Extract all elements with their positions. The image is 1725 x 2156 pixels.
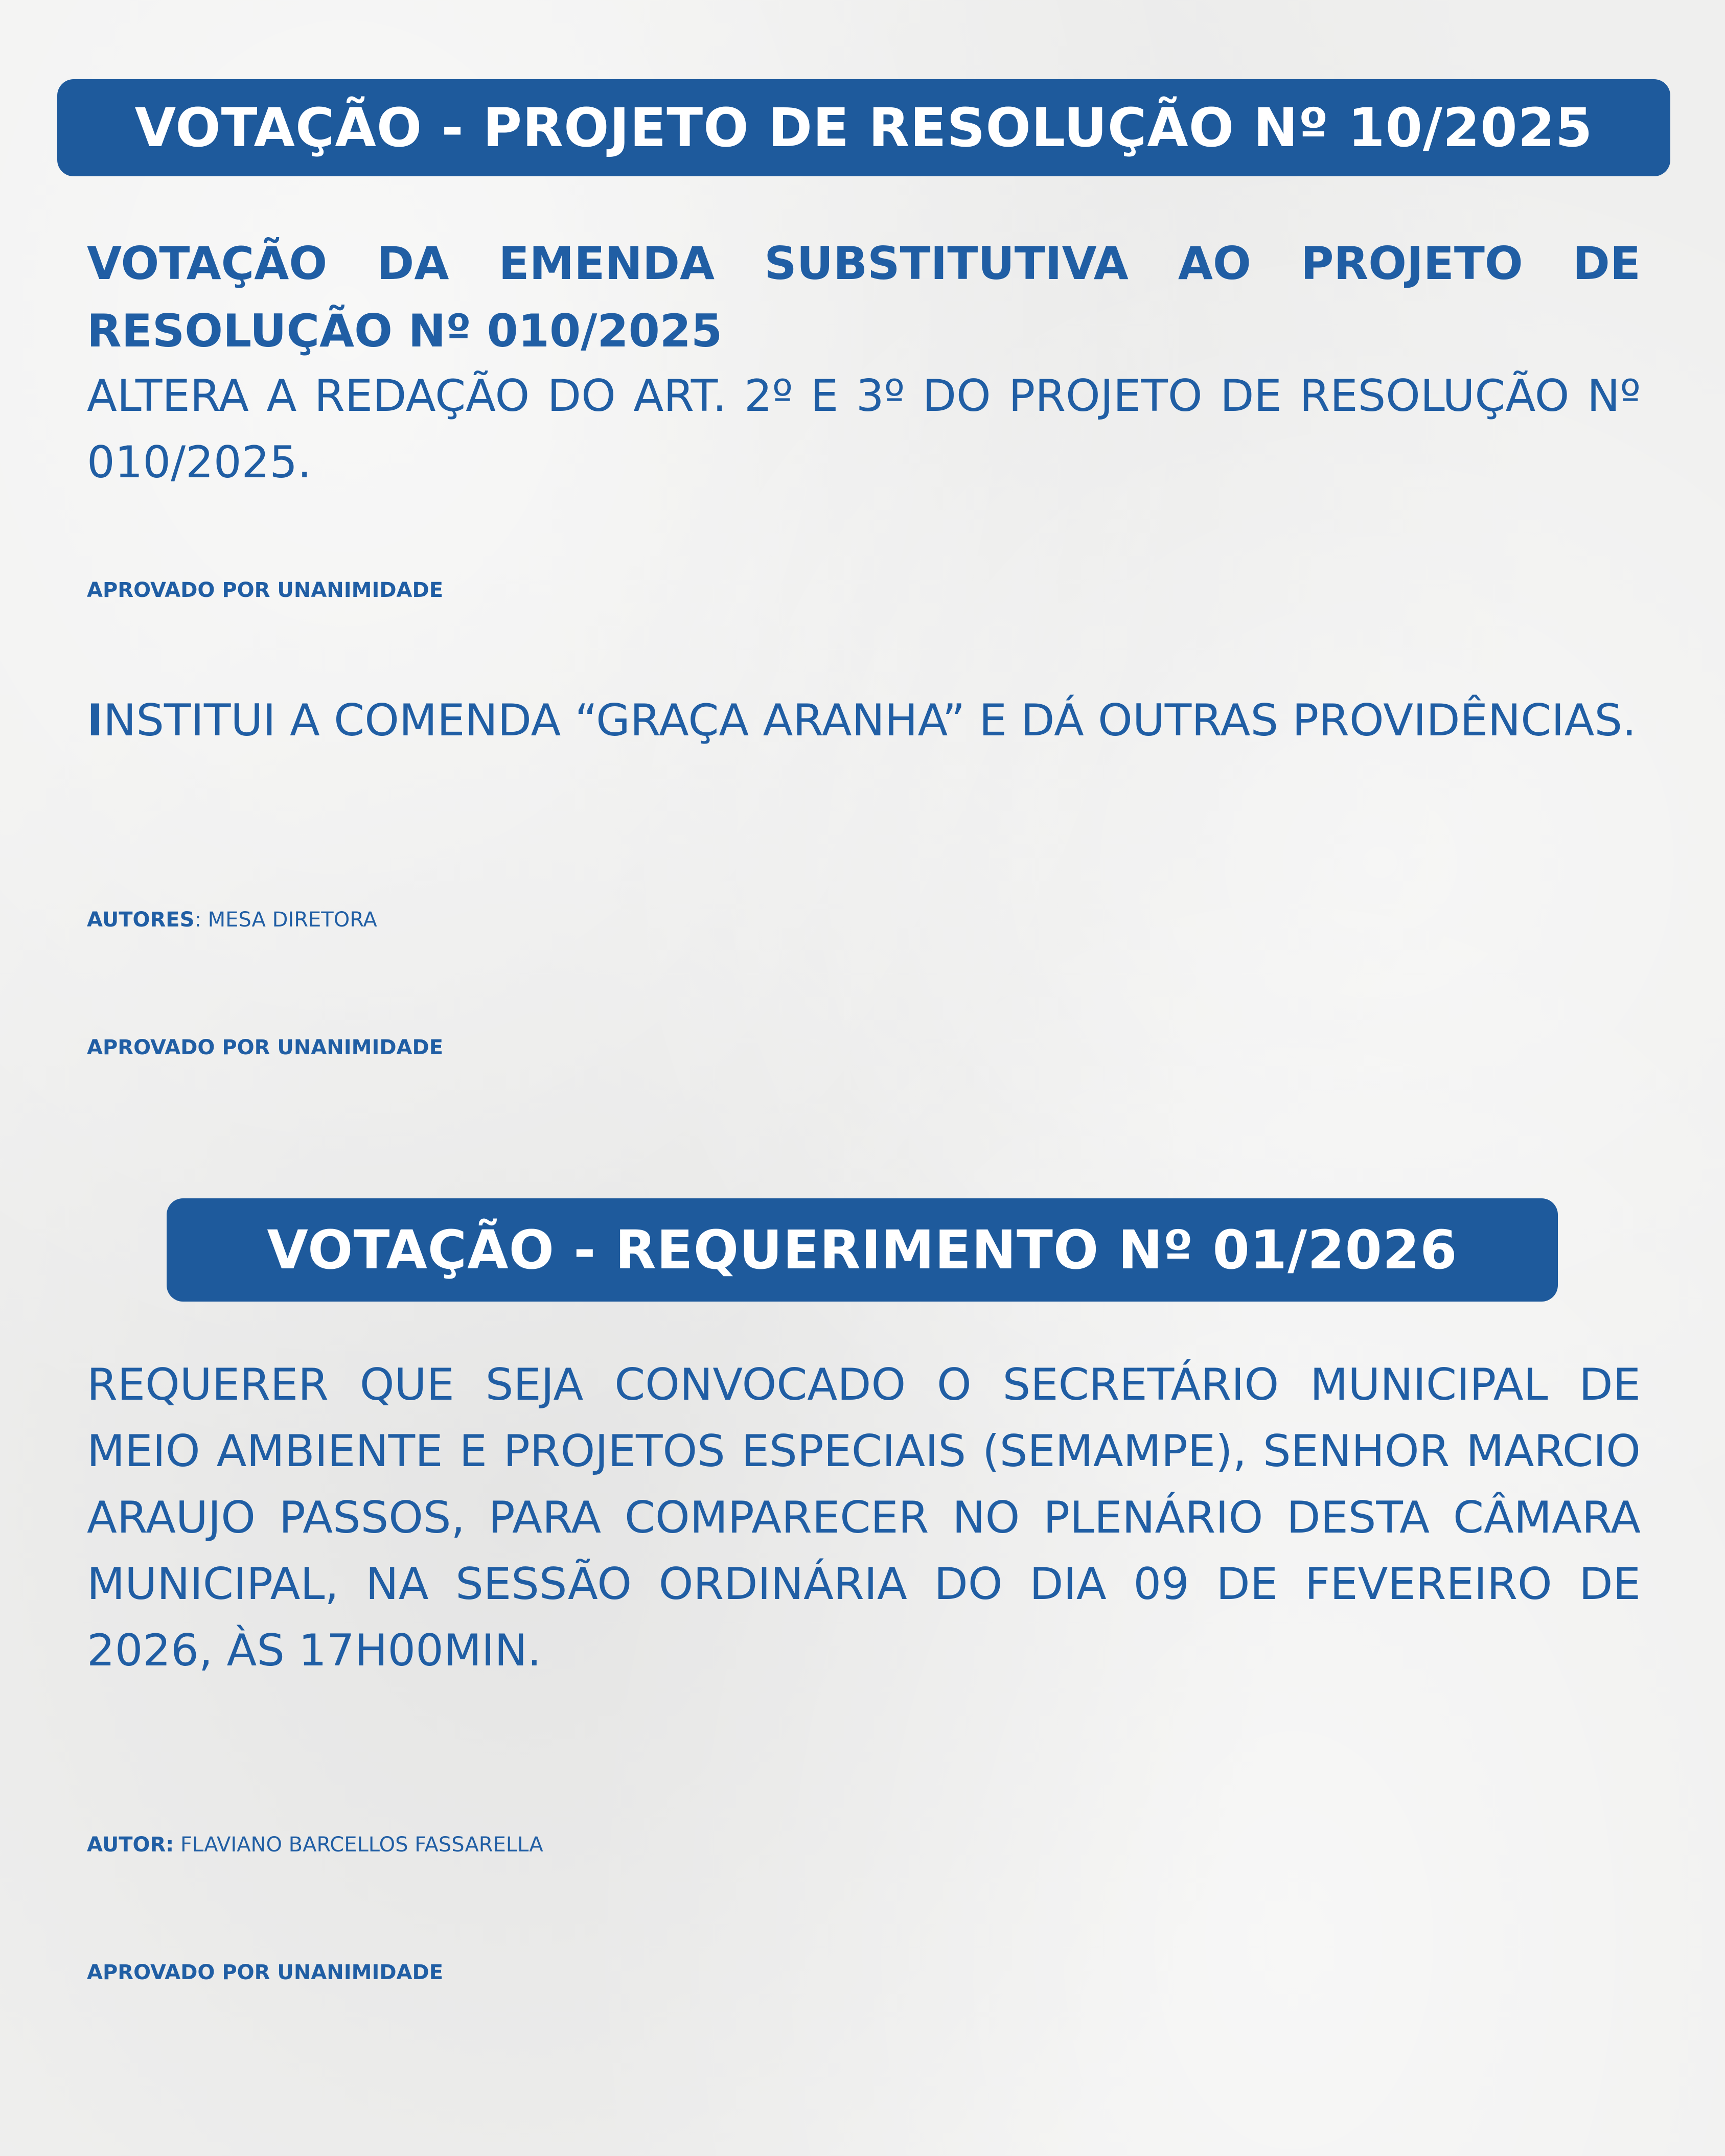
emenda-result: APROVADO POR UNANIMIDADE — [87, 578, 444, 602]
section-banner-resolucao — [57, 79, 1670, 176]
projeto-authors-label: AUTORES — [87, 908, 195, 932]
requerimento-result: APROVADO POR UNANIMIDADE — [87, 1961, 444, 1984]
requerimento-description: REQUERER QUE SEJA CONVOCADO O SECRETÁRIO MUNICIPAL DE MEIO AMBIENTE E PROJETOS ESPECIAIS (SEMAMPE), SENHOR MARCIO ARAUJO PASSOS, PARA COMPARECER NO PLENÁRIO DESTA CÂMARA MUNICIPAL, NA SESSÃO ORDINÁRIA DO DIA 09 DE FEVEREIRO DE 2026, ÀS 17H00MIN. — [87, 1359, 1641, 1676]
projeto-description — [87, 687, 1641, 754]
section-banner-requerimento — [167, 1198, 1558, 1302]
emenda-title: VOTAÇÃO DA EMENDA SUBSTITUTIVA AO PROJETO DE RESOLUÇÃO Nº 010/2025 — [87, 237, 1641, 357]
section-banner-resolucao-text: VOTAÇÃO - PROJETO DE RESOLUÇÃO Nº 10/2025 — [134, 97, 1593, 159]
section-banner-requerimento-text: VOTAÇÃO - REQUERIMENTO Nº 01/2026 — [267, 1219, 1458, 1281]
projeto-description-rest: NSTITUI A COMENDA “GRAÇA ARANHA” E DÁ OUTRAS PROVIDÊNCIAS. — [103, 695, 1637, 746]
emenda-description: ALTERA A REDAÇÃO DO ART. 2º E 3º DO PROJETO DE RESOLUÇÃO Nº 010/2025. — [87, 370, 1641, 488]
requerimento-author-value: FLAVIANO BARCELLOS FASSARELLA — [174, 1833, 543, 1857]
projeto-description-initial: I — [87, 695, 103, 746]
projeto-result: APROVADO POR UNANIMIDADE — [87, 1036, 444, 1059]
projeto-authors — [87, 887, 1641, 953]
requerimento-author-label: AUTOR: — [87, 1833, 174, 1857]
projeto-authors-value: : MESA DIRETORA — [194, 908, 377, 932]
requerimento-author — [87, 1812, 1641, 1878]
